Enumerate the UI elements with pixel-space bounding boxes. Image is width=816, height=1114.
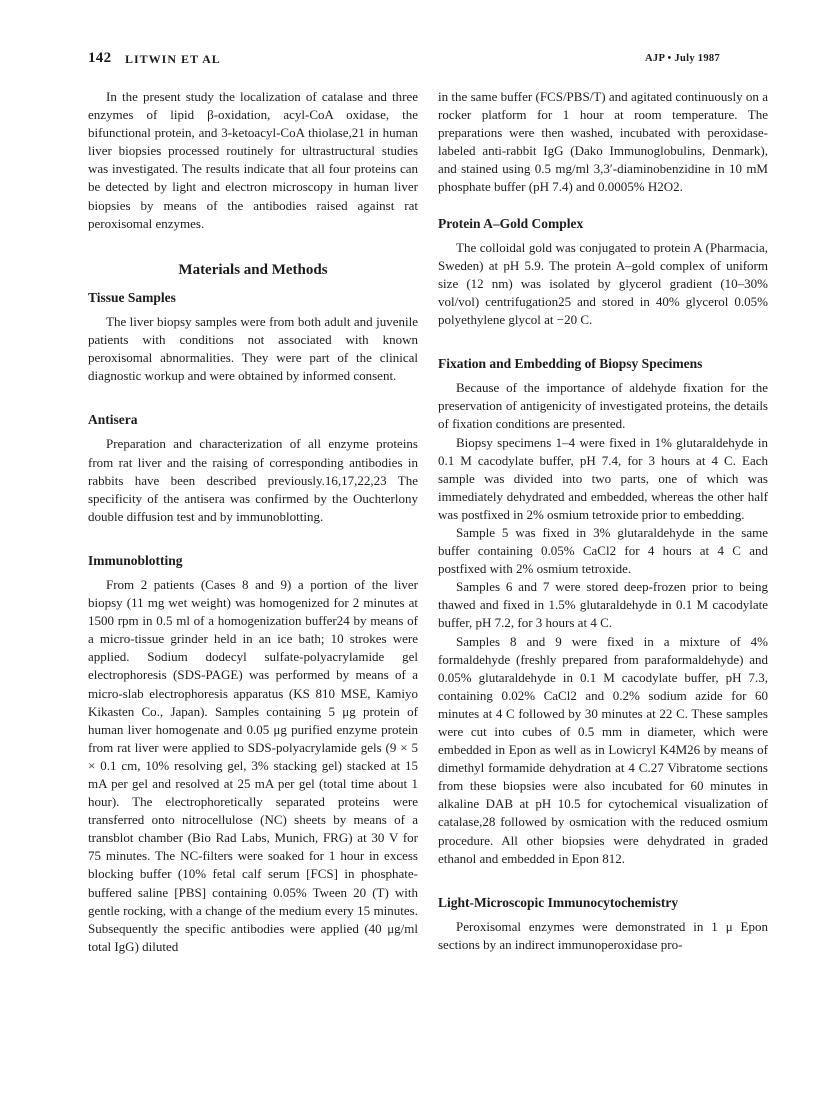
fixation-paragraph-4: Samples 6 and 7 were stored deep-frozen prior to being thawed and fixed in 1.5% glutaraldehyde in 0.1 M cacodylate buffer, pH 7.2, for 3 hours at 4 C. [438, 579, 768, 631]
page-number: 142 [88, 50, 112, 66]
journal-citation: AJP • July 1987 [645, 53, 720, 64]
fixation-paragraph-5: Samples 8 and 9 were fixed in a mixture of 4% formaldehyde (freshly prepared from paraformaldehyde) and 0.05% glutaraldehyde in 0.1 M cacodylate buffer, pH 7.3, containing 0.02% CaCl2 and 0.2% sodium azide for 60 minutes at 4 C followed by 30 minutes at 22 C. These samples were cut into cubes of 0.5 mm in diameter, which were embedded in Epon as well as in Lowicryl K4M26 by means of dimethyl formamide dehydration at 4 C.27 Vibratome sections from these biopsies were also incubated for 60 minutes in alkaline DAB at pH 10.5 for cytochemical visualization of catalase,28 followed by osmication with the reduced osmium procedure. All other biopsies were dehydrated in graded ethanol and embedded in Epon 812. [438, 633, 768, 866]
fixation-heading: Fixation and Embedding of Biopsy Specimens [438, 356, 703, 372]
protein-a-gold-heading: Protein A–Gold Complex [438, 215, 584, 231]
immunoblotting-continued-paragraph: in the same buffer (FCS/PBS/T) and agitated continuously on a rocker platform for 1 hour at room temperature. The preparations were then washed, incubated with peroxidase-labeled anti-rabbit IgG (Dako Immunoglobulins, Denmark), and stained using 0.5 mg/ml 3,3′-diaminobenzidine in 10 mM phosphate buffer (pH 7.4) and 0.0005% H2O2. [438, 89, 768, 195]
fixation-paragraph-3: Sample 5 was fixed in 3% glutaraldehyde in the same buffer containing 0.05% CaCl2 for 4 hours at 4 C and postfixed with 2% osmium tetroxide. [438, 524, 768, 577]
fixation-paragraph-2: Biopsy specimens 1–4 were fixed in 1% glutaraldehyde in 0.1 M cacodylate buffer, pH 7.4, for 3 hours at 4 C. Each sample was divided into two parts, one of which was immediately dehydrated and embedded, whereas the other half was postfixed in 2% osmium tetroxide prior to embedding. [438, 434, 768, 522]
tissue-samples-heading: Tissue Samples [88, 289, 176, 305]
running-head: LITWIN ET AL [125, 52, 221, 66]
immunoblotting-paragraph: From 2 patients (Cases 8 and 9) a portion of the liver biopsy (11 mg wet weight) was homogenized for 2 minutes at 1500 rpm in 0.5 ml of a homogenization buffer24 by means of a micro-tissue grinder held in an ice bath; 10 strokes were applied. Sodium dodecyl sulfate-polyacrylamide gel electrophoresis (SDS-PAGE) was performed by means of a micro-slab electrophoresis apparatus (KS 810 MSE, Kamiyo Kikasten Co., Japan). Samples containing 5 μg protein of human liver homogenate and 0.05 μg purified enzyme protein from rat liver were applied to SDS-polyacrylamide gels (9 × 5 × 0.1 cm, 10% resolving gel, 3% stacking gel) stacked at 15 mA per gel and resolved at 25 mA per gel (total time about 1 hour). The electrophoretically separated proteins were transferred onto nitrocellulose (NC) sheets by means of a transblot chamber (Bio Rad Labs, Munich, FRG) at 30 V for 75 minutes. The NC-filters were soaked for 1 hour in excess blocking buffer (10% fetal calf serum [FCS] in phosphate-buffered saline [PBS] containing 0.05% Tween 20 (T) with gentle rocking, with a change of the medium every 15 minutes. Subsequently the specific antibodies were applied (40 μg/ml total IgG) diluted [88, 576, 418, 954]
tissue-samples-paragraph: The liver biopsy samples were from both adult and juvenile patients with conditions not associated with known peroxisomal abnormalities. They were part of the clinical diagnostic workup and were obtained by informed consent. [88, 313, 418, 384]
antisera-heading: Antisera [88, 412, 138, 428]
intro-paragraph: In the present study the localization of catalase and three enzymes of lipid β-oxidation, acyl-CoA oxidase, the bifunctional protein, and 3-ketoacyl-CoA thiolase,21 in human liver biopsies processed routinely for ultrastructural studies was investigated. The results indicate that all four proteins can be detected by light and electron microscopy in human liver biopsies by means of the antibodies raised against rat peroxisomal enzymes. [88, 89, 418, 231]
methods-heading: Materials and Methods [178, 261, 328, 278]
right-column [438, 88, 768, 954]
light-microscopic-heading: Light-Microscopic Immunocytochemistry [438, 894, 679, 910]
fixation-paragraph-1: Because of the importance of aldehyde fixation for the preservation of antigenicity of investigated proteins, the details of fixation conditions are presented. [438, 380, 768, 432]
left-column [88, 88, 418, 956]
immunoblotting-heading: Immunoblotting [88, 552, 183, 568]
antisera-paragraph: Preparation and characterization of all enzyme proteins from rat liver and the raising of corresponding antibodies in rabbits have been described previously.16,17,22,23 The specificity of the antisera was confirmed by the Ouchterlony double diffusion test and by immunoblotting. [88, 436, 418, 524]
page-header [0, 50, 816, 76]
protein-a-gold-paragraph: The colloidal gold was conjugated to protein A (Pharmacia, Sweden) at pH 5.9. The protein A–gold complex of uniform size (12 nm) was isolated by glycerol gradient (10–30% vol/vol) centrifugation25 and stored in 40% glycerol 0.05% polyethylene glycol at −20 C. [438, 239, 768, 328]
light-microscopic-paragraph: Peroxisomal enzymes were demonstrated in 1 μ Epon sections by an indirect immunoperoxidase pro- [438, 918, 768, 952]
